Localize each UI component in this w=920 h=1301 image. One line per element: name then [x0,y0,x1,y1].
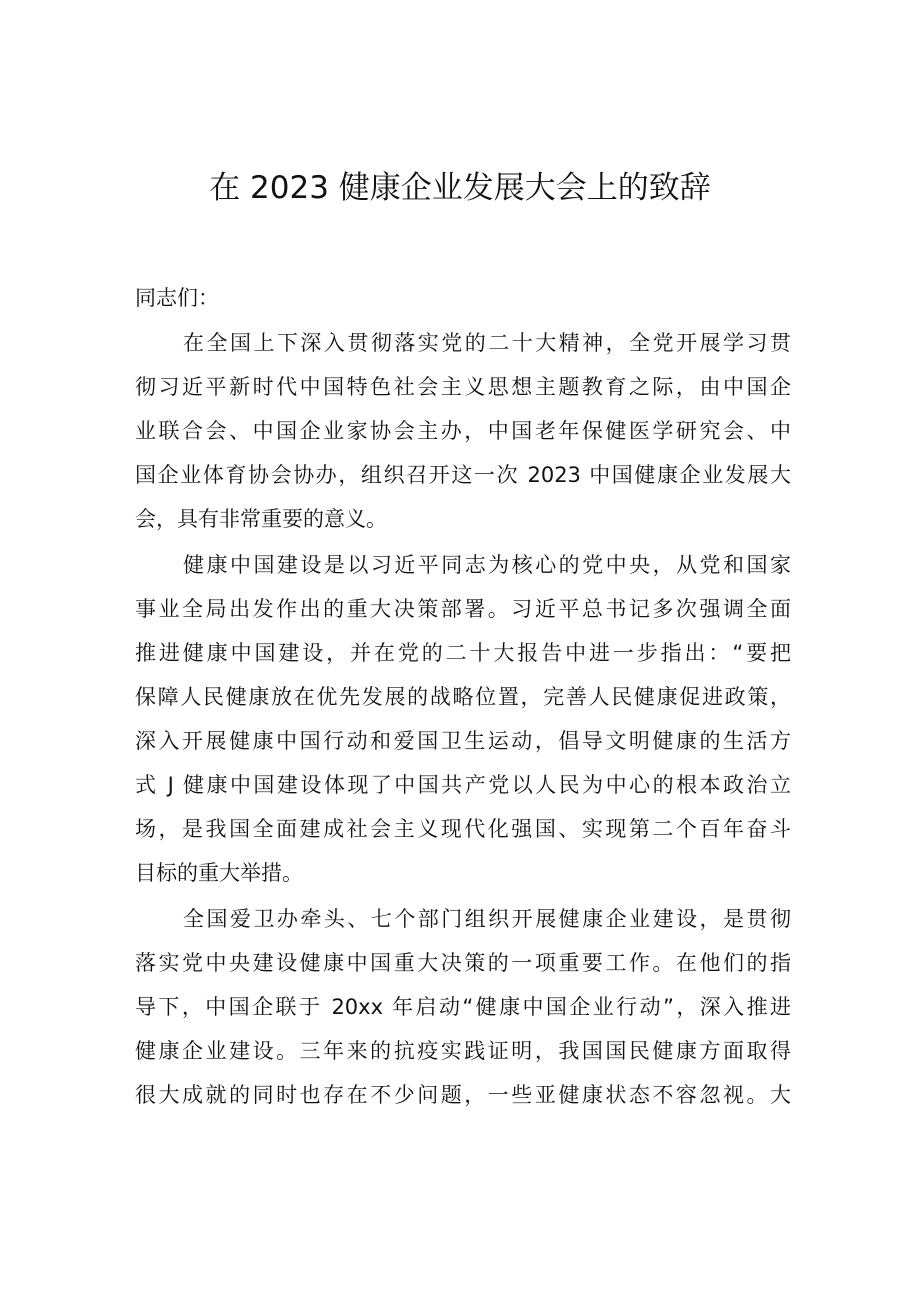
document-title: 在 2023 健康企业发展大会上的致辞 [209,170,711,206]
paragraph-line: 推进健康中国建设，并在党的二十大报告中进一步指出：“要把 [135,641,791,665]
paragraph-line: 场，是我国全面建成社会主义现代化强国、实现第二个百年奋斗 [135,817,791,841]
paragraph-line: 式 J 健康中国建设体现了中国共产党以人民为中心的根本政治立 [135,773,791,797]
document-body [135,278,791,1117]
paragraph-line: 健康企业建设。三年来的抗疫实践证明，我国国民健康方面取得 [135,1039,791,1063]
paragraph-line: 目标的重大举措。 [135,861,303,885]
paragraph-3 [135,897,791,1117]
paragraph-line: 事业全局出发作出的重大决策部署。习近平总书记多次强调全面 [135,597,791,621]
paragraph-line: 国企业体育协会协办，组织召开这一次 2023 中国健康企业发展大 [135,463,791,487]
paragraph-2 [135,543,791,895]
paragraph-line: 深入开展健康中国行动和爱国卫生运动，倡导文明健康的生活方 [135,729,791,753]
paragraph-line: 落实党中央建设健康中国重大决策的一项重要工作。在他们的指 [135,951,791,975]
paragraph-line: 彻习近平新时代中国特色社会主义思想主题教育之际，由中国企 [135,375,791,399]
paragraph-line: 全国爱卫办牵头、七个部门组织开展健康企业建设，是贯彻 [183,907,791,931]
paragraph-line: 会，具有非常重要的意义。 [135,507,387,531]
paragraph-line: 健康中国建设是以习近平同志为核心的党中央，从党和国家 [183,553,791,577]
paragraph-line: 保障人民健康放在优先发展的战略位置，完善人民健康促进政策， [135,685,791,709]
salutation: 同志们： [135,286,219,310]
paragraph-line: 在全国上下深入贯彻落实党的二十大精神，全党开展学习贯 [183,331,791,355]
paragraph-1 [135,321,791,541]
paragraph-line: 很大成就的同时也存在不少问题，一些亚健康状态不容忽视。大 [135,1083,791,1107]
paragraph-line: 导下，中国企联于 20xx 年启动“健康中国企业行动”，深入推进 [135,995,791,1019]
paragraph-line: 业联合会、中国企业家协会主办，中国老年保健医学研究会、中 [135,419,791,443]
